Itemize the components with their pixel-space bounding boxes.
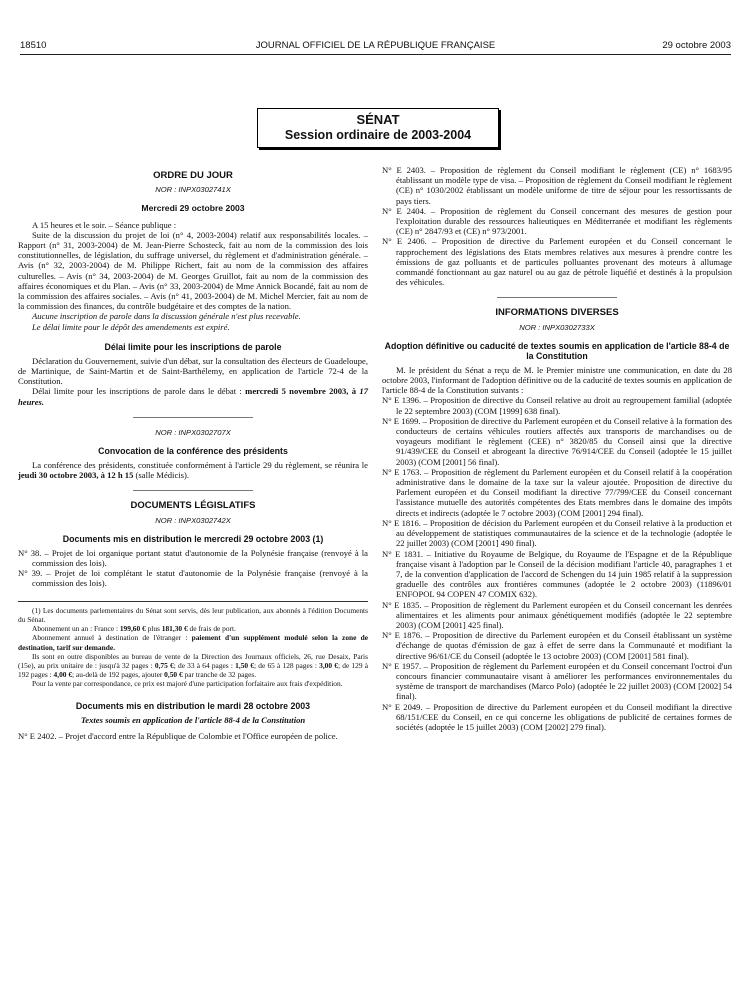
- adopted-item: N° E 1876. – Proposition de directive du Parlement européen et du Conseil établissant un système d'échange de quotas d'émission de gaz à effet de serre dans la Communauté et modifiant la directive 96/61/CE du Conseil (adoptée le 13 octobre 2003) (COM [2001] 581 final).: [382, 630, 732, 661]
- documents-heading: DOCUMENTS LÉGISLATIFS: [130, 500, 256, 512]
- doc-item: N° E 2406. – Proposition de directive du Parlement européen et du Conseil concernant le rapprochement des législations des Etats membres relatives aux mesures à prendre contre les émissions de gaz polluants et de particules polluantes provenant des moteurs à allumage commandé fonctionnant au gaz naturel ou au gaz de pétrole liquéfié et destinés à la propulsion des véhicules.: [382, 236, 732, 288]
- adopted-item: N° E 1396. – Proposition de directive du Conseil relative au droit au regroupement familial (adoptée le 22 septembre 2003) (COM [1999] 638 final).: [382, 395, 732, 416]
- footnotes: [18, 606, 368, 689]
- header-rule: [20, 54, 731, 55]
- convocation-heading: Convocation de la conférence des présidents: [98, 446, 288, 457]
- delai-para-1: Déclaration du Gouvernement, suivie d'un débat, sur la consultation des électeurs de Guadeloupe, de Martinique, de Saint-Martin et de Saint-Barthélemy, en application de l'article 72-4 de la Constitution.: [18, 355, 368, 387]
- ordre-para-1: A 15 heures et le soir. – Séance publique :: [32, 219, 177, 230]
- doc-item-e2402: N° E 2402. – Projet d'accord entre la République de Colombie et l'Office européen de police.: [18, 730, 338, 741]
- informations-heading: INFORMATIONS DIVERSES: [495, 307, 619, 319]
- docs-distribution-heading-1: Documents mis en distribution le mercredi 29 octobre 2003 (1): [62, 533, 324, 544]
- footnote-4: Ils sont en outre disponibles au bureau de vente de la Direction des Journaux officiels, 26, rue Desaix, Paris (15e), au prix unitaire de : jusqu'à 32 pages : 0,75 €; de 33 à 64 pages : 1,50 €; de 65 à 128 pages : 3,00 €; de 129 à 192 pages : 4,00 €; au-delà de 192 pages, ajouter 0,50 € par tranche de 32 pages.: [18, 651, 368, 680]
- docs-nor: NOR : INPX0302742X: [155, 515, 231, 525]
- adopted-item: N° E 1957. – Proposition de règlement du Parlement européen et du Conseil concernant l'octroi d'un concours financier communautaire visant à améliorer les performances environnementales du système de transport de marchandises (Marco Polo) (adoptée le 22 juillet 2003) (COM [2002] 54 final).: [382, 660, 732, 702]
- footnote-rule: [18, 601, 368, 602]
- delai-para-2: Délai limite pour les inscriptions de parole dans le débat : mercredi 5 novembre 2003, à 17 heures.: [18, 386, 368, 407]
- page-header: [20, 40, 731, 54]
- journal-title: JOURNAL OFFICIEL DE LA RÉPUBLIQUE FRANÇAISE: [255, 40, 496, 51]
- ordre-para-2: Suite de la discussion du projet de loi (n° 4, 2003-2004) relatif aux responsabilités locales. – Rapport (n° 31, 2003-2004) de M. Jean-Pierre Schosteck, fait au nom de la commission des lois constitutionnelles, de législation, du suffrage universel, du règlement et d'administration générale. – Avis (n° 32, 2003-2004) de M. Philippe Richert, fait au nom de la commission des affaires culturelles. – Avis (n° 34, 2003-2004) de M. Georges Gruillot, fait au nom de la commission des affaires économiques et du Plan. – Avis (n° 33, 2003-2004) de Mme Annick Bocandé, fait au nom de la commission des affaires sociales. – Avis (n° 41, 2003-2004) de M. Michel Mercier, fait au nom de la commission des finances, du contrôle budgétaire et des comptes de la nation.: [18, 229, 368, 312]
- section-separator: [133, 490, 253, 491]
- adopted-item: N° E 1763. – Proposition de règlement du Parlement européen et du Conseil relatif à la coopération administrative dans le domaine de la taxe sur la valeur ajoutée. Proposition de directive du Parlement européen et du Conseil modifiant la directive 77/799/CEE du Conseil concernant l'assistance mutuelle des autorités compétentes des Etats membres dans le domaine des impôts directs et indirects (adoptée le 7 octobre 2003) (COM [2001] 294 final).: [382, 466, 732, 518]
- footnote-2: Abonnement un an : France : 199,60 € plus 181,30 € de frais de port.: [32, 624, 236, 634]
- convocation-para: La conférence des présidents, constituée conformément à l'article 29 du règlement, se réunira le jeudi 30 octobre 2003, à 12 h 15 (salle Médicis).: [18, 460, 368, 481]
- docs-distribution-heading-2: Documents mis en distribution le mardi 28 octobre 2003: [75, 700, 311, 711]
- right-column: [382, 165, 732, 732]
- senat-title: SÉNAT: [356, 112, 400, 127]
- doc-item: N° 39. – Projet de loi complétant le statut d'autonomie de la Polynésie française (renvoyé à la commission des lois).: [18, 568, 368, 589]
- adoption-heading: Adoption définitive ou caducité de textes soumis en application de l'article 88-4 de la Constitution: [384, 340, 730, 361]
- session-title: Session ordinaire de 2003-2004: [284, 128, 472, 142]
- doc-item: N° 38. – Projet de loi organique portant statut d'autonomie de la Polynésie française (renvoyé à la commission des lois).: [18, 547, 368, 569]
- footnote-3: Abonnement annuel à destination de l'étranger : paiement d'un supplément modulé selon la zone de destination, tarif sur demande.: [18, 633, 368, 652]
- section-separator: [133, 417, 253, 418]
- section-separator: [497, 297, 617, 298]
- adopted-item: N° E 1831. – Initiative du Royaume de Belgique, du Royaume de l'Espagne et de la République française visant à l'adoption par le Conseil de la décision modifiant l'article 40, paragraphes 1 et 7, de la convention d'application de l'accord de Schengen du 14 juin 1985 relatif à la suppression graduelle des contrôles aux frontières communes (adoptée le 2 octobre 2003) (11896/01 ENFOPOL 94 COPEN 47 COMIX 632).: [382, 548, 732, 600]
- left-column: [18, 165, 368, 741]
- conv-nor: NOR : INPX0302707X: [155, 427, 231, 437]
- ordre-du-jour-heading: ORDRE DU JOUR: [153, 170, 233, 181]
- info-nor: NOR : INPX0302733X: [519, 322, 595, 332]
- issue-date: 29 octobre 2003: [662, 40, 731, 51]
- footnote-5: Pour la vente par correspondance, ce prix est majoré d'une participation forfaitaire aux frais d'expédition.: [32, 679, 343, 689]
- footnote-1: (1) Les documents parlementaires du Sénat sont servis, dès leur publication, aux abonnés à l'édition Documents du Sénat.: [18, 605, 368, 624]
- adopted-item: N° E 1816. – Proposition de décision du Parlement européen et du Conseil relative à la production et au développement de statistiques communautaires de la science et de la technologie (adoptée le 22 juillet 2003) (COM [2001] 490 final).: [382, 517, 732, 549]
- adopted-item: N° E 2049. – Proposition de directive du Parlement européen et du Conseil modifiant la directive 68/151/CEE du Conseil, en ce qui concerne les obligations de publicité de certaines formes de sociétés (adoptée le 15 juillet 2003) (COM [2002] 279 final).: [382, 701, 732, 732]
- ordre-nor: NOR : INPX0302741X: [155, 185, 231, 195]
- docs-article-884-heading: Textes soumis en application de l'article 88-4 de la Constitution: [80, 714, 306, 725]
- ordre-para-4: Le délai limite pour le dépôt des amendements est expiré.: [32, 321, 230, 332]
- delai-heading: Délai limite pour les inscriptions de parole: [104, 341, 282, 352]
- doc-item: N° E 2403. – Proposition de règlement du Conseil modifiant le règlement (CE) n° 1683/95 établissant un modèle type de visa. – Proposition de règlement du Conseil modifiant le règlement (CE) n° 1030/2002 établissant un modèle uniforme de titre de séjour pour les ressortissants de pays tiers.: [382, 165, 732, 206]
- ordre-para-3: Aucune inscription de parole dans la discussion générale n'est plus recevable.: [32, 311, 301, 322]
- adopted-item: N° E 1699. – Proposition de directive du Parlement européen et du Conseil relative à la formation des conducteurs de certains véhicules routiers affectés aux transports de marchandises ou de voyageurs modifiant le règlement (CEE) n° 3820/85 du Conseil ainsi que la directive 91/439/CEE du Conseil et abrogeant la directive 76/914/CEE du Conseil (adoptée le 15 juillet 2003) (COM [2001] 56 final).: [382, 415, 732, 467]
- adoption-intro: M. le président du Sénat a reçu de M. le Premier ministre une communication, en date du 28 octobre 2003, l'informant de l'adoption définitive ou de la caducité de textes soumis en application de l'article 88-4 de la Constitution suivants :: [382, 364, 732, 396]
- ordre-date: Mercredi 29 octobre 2003: [141, 203, 245, 214]
- adopted-item: N° E 1835. – Proposition de règlement du Parlement européen et du Conseil concernant les denrées alimentaires et les aliments pour animaux génétiquement modifiés (adoptée le 22 septembre 2003) (COM [2001] 425 final).: [382, 599, 732, 630]
- doc-item: N° E 2404. – Proposition de règlement du Conseil concernant des mesures de gestion pour l'exploitation durable des ressources halieutiques en Méditerranée et modifiant les règlements (CE) n° 2847/93 et (CE) n° 973/2001.: [382, 205, 732, 237]
- senat-title-box: [257, 108, 499, 148]
- page-number: 18510: [20, 40, 47, 51]
